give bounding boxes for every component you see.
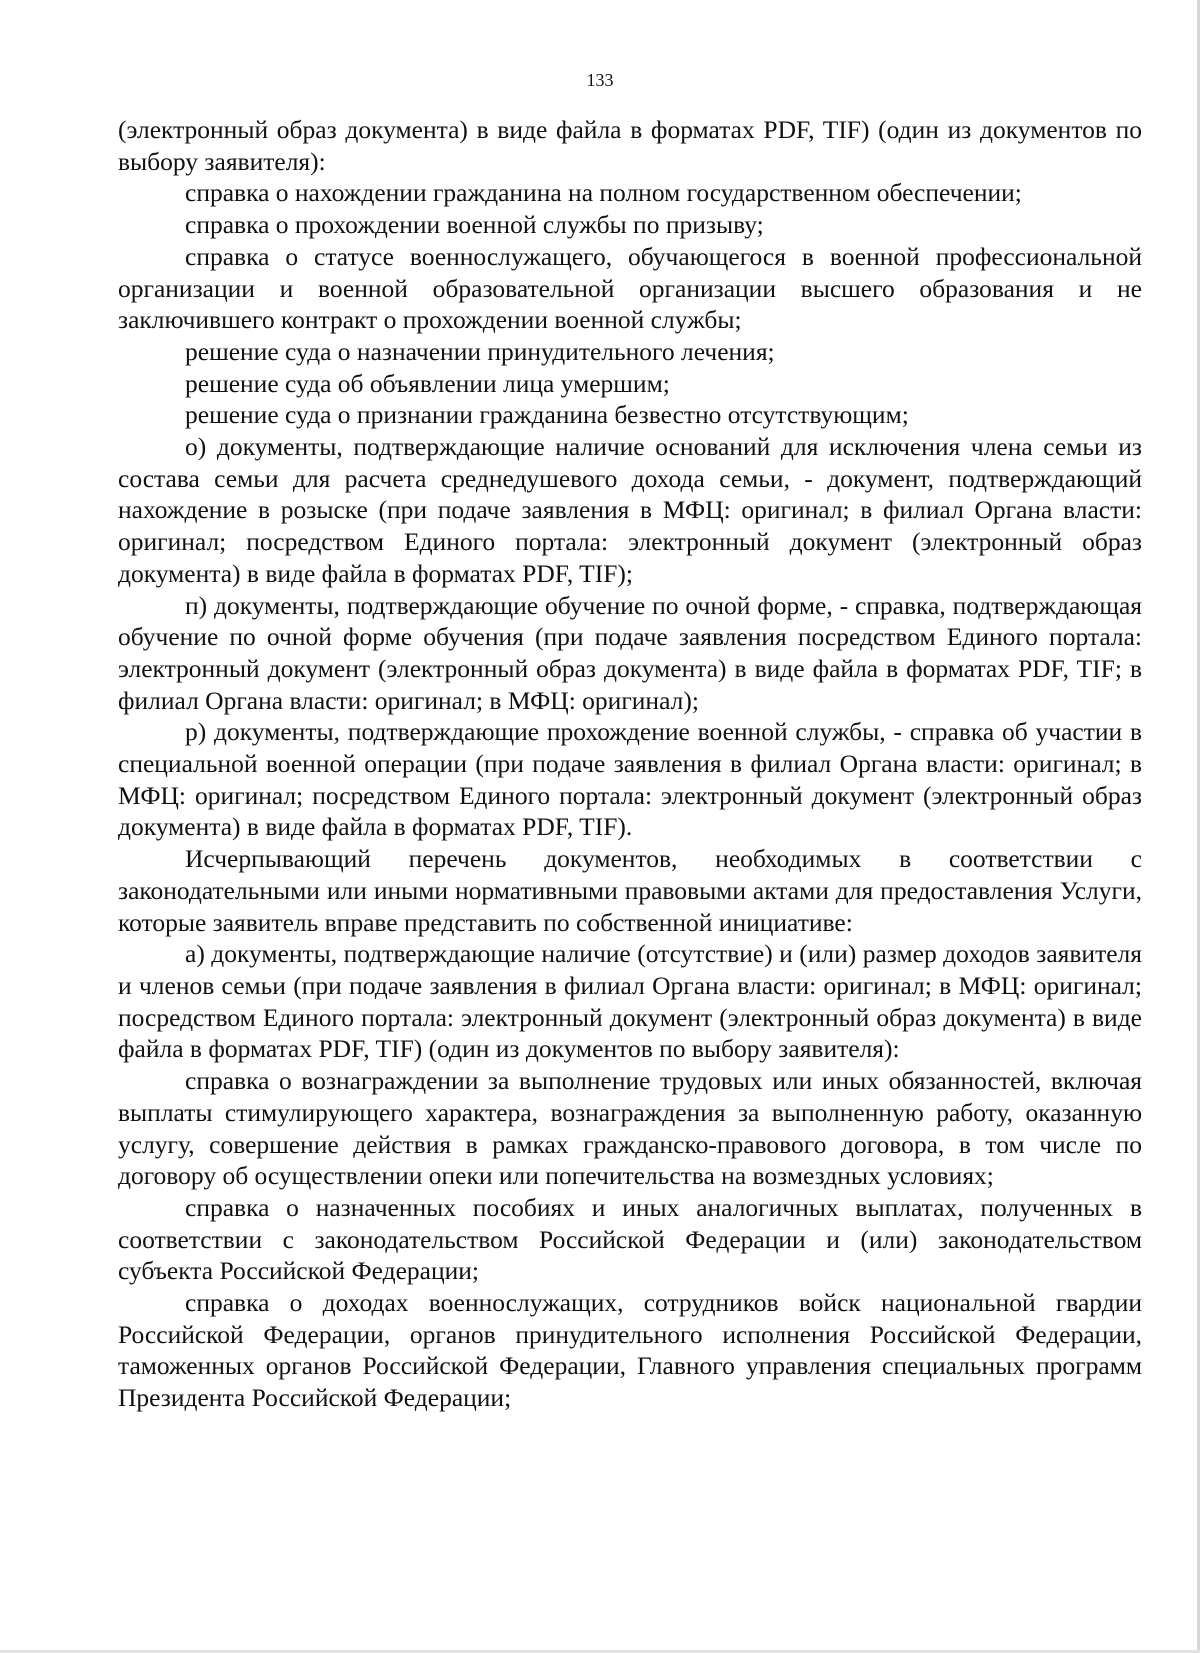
paragraph-item-r: р) документы, подтверждающие прохождение военной службы, - справка об участии в специальной военной операции (при подаче заявления в филиал Органа власти: оригинал; в МФЦ: оригинал; посредством Единого портала: электронный документ (электронный образ документа) в виде файла в форматах PDF, TIF). <box>118 717 1142 842</box>
paragraph-continuation: (электронный образ документа) в виде файла в форматах PDF, TIF) (один из документов по выбору заявителя): <box>118 115 1142 176</box>
paragraph-exhaustive-list: Исчерпывающий перечень документов, необходимых в соответствии с законодательными или иными нормативными правовыми актами для предоставления Услуги, которые заявитель вправе представить по собственной инициативе: <box>118 844 1142 937</box>
paragraph-item-o: о) документы, подтверждающие наличие оснований для исключения члена семьи из состава семьи для расчета среднедушевого дохода семьи, - документ, подтверждающий нахождение в розыске (при подаче заявления в МФЦ: оригинал; в филиал Органа власти: оригинал; посредством Единого портала: электронный документ (электронный образ документа) в виде файла в форматах PDF, TIF); <box>118 432 1142 588</box>
paragraph-certificate-conscript-service: справка о прохождении военной службы по призыву; <box>185 210 764 240</box>
page-number: 133 <box>586 70 614 90</box>
paragraph-item-p: п) документы, подтверждающие обучение по очной форме, - справка, подтверждающая обучение по очной форме обучения (при подаче заявления посредством Единого портала: электронный документ (электронный образ документа) в виде файла в форматах PDF, TIF; в филиал Органа власти: оригинал; в МФЦ: оригинал); <box>118 590 1142 715</box>
paragraph-court-decision-declared-dead: решение суда об объявлении лица умершим; <box>185 368 670 398</box>
paragraph-court-decision-missing: решение суда о признании гражданина безвестно отсутствующим; <box>185 400 909 430</box>
paragraph-certificate-full-state-support: справка о нахождении гражданина на полном государственном обеспечении; <box>185 178 1022 208</box>
paragraph-court-decision-compulsory-treatment: решение суда о назначении принудительного лечения; <box>185 336 775 366</box>
paragraph-certificate-remuneration: справка о вознаграждении за выполнение трудовых или иных обязанностей, включая выплаты стимулирующего характера, вознаграждения за выполненную работу, оказанную услугу, совершение действия в рамках гражданско-правового договора, в том числе по договору об осуществлении опеки или попечительства на возмездных условиях; <box>118 1066 1142 1191</box>
paragraph-certificate-benefits: справка о назначенных пособиях и иных аналогичных выплатах, полученных в соответствии с законодательством Российской Федерации и (или) законодательством субъекта Российской Федерации; <box>118 1192 1142 1286</box>
paragraph-item-a: а) документы, подтверждающие наличие (отсутствие) и (или) размер доходов заявителя и членов семьи (при подаче заявления в филиал Органа власти: оригинал; в МФЦ: оригинал; посредством Единого портала: электронный документ (электронный образ документа) в виде файла в форматах PDF, TIF) (один из документов по выбору заявителя): <box>118 939 1142 1064</box>
paragraph-certificate-military-income: справка о доходах военнослужащих, сотрудников войск национальной гвардии Российской Федерации, органов принудительного исполнения Российской Федерации, таможенных органов Российской Федерации, Главного управления специальных программ Президента Российской Федерации; <box>118 1288 1142 1413</box>
paragraph-certificate-military-student-status: справка о статусе военнослужащего, обучающегося в военной профессиональной организации и военной образовательной организации высшего образования и не заключившего контракт о прохождении военной службы; <box>118 241 1142 335</box>
document-body <box>118 114 1142 1414</box>
